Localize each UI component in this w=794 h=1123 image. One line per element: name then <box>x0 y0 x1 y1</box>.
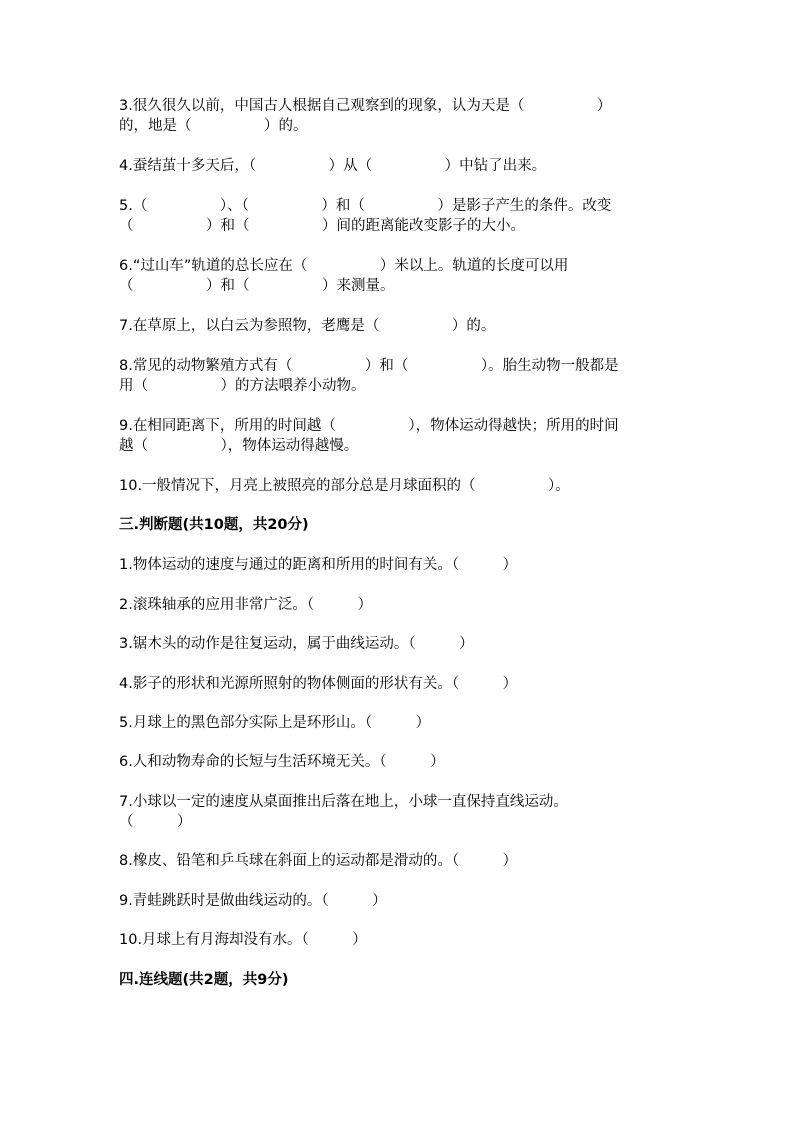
question-4: 4.蚕结茧十多天后，（ ）从（ ）中钻了出来。 <box>119 158 547 174</box>
question-9: 9.在相同距离下，所用的时间越（ ），物体运动得越快；所用的时间 越（ ），物体运动得越慢。 <box>119 418 619 454</box>
judge-question-4: 4.影子的形状和光源所照射的物体侧面的形状有关。（ ） <box>119 676 518 692</box>
judge-question-2: 2.滚珠轴承的应用非常广泛。（ ） <box>119 597 373 613</box>
judge-question-7: 7.小球以一定的速度从桌面推出后落在地上，小球一直保持直线运动。 （ ） <box>119 794 568 830</box>
section-heading-match: 四.连线题(共2题，共9分) <box>119 972 289 988</box>
question-7: 7.在草原上，以白云为参照物，老鹰是（ ）的。 <box>119 318 496 334</box>
question-5: 5.（ ）、（ ）和（ ）是影子产生的条件。改变 （ ）和（ ）间的距离能改变影子的大小。 <box>119 198 612 234</box>
question-8: 8.常见的动物繁殖方式有（ ）和（ ）。胎生动物一般都是 用（ ）的方法喂养小动物。 <box>119 358 619 394</box>
question-10: 10.一般情况下，月亮上被照亮的部分总是月球面积的（ ）。 <box>119 478 570 494</box>
question-6: 6.“过山车”轨道的总长应在（ ）米以上。轨道的长度可以用 （ ）和（ ）来测量。 <box>119 258 569 294</box>
judge-question-5: 5.月球上的黑色部分实际上是环形山。（ ） <box>119 715 431 731</box>
judge-question-1: 1.物体运动的速度与通过的距离和所用的时间有关。（ ） <box>119 557 518 573</box>
judge-question-3: 3.锯木头的动作是往复运动，属于曲线运动。（ ） <box>119 636 474 652</box>
section-heading-judge: 三.判断题(共10题，共20分) <box>119 517 309 533</box>
judge-question-9: 9.青蛙跳跃时是做曲线运动的。（ ） <box>119 893 387 909</box>
judge-question-6: 6.人和动物寿命的长短与生活环境无关。（ ） <box>119 754 445 770</box>
judge-question-10: 10.月球上有月海却没有水。（ ） <box>119 932 367 948</box>
question-3: 3.很久很久以前，中国古人根据自己观察到的现象，认为天是（ ） 的，地是（ ）的。 <box>119 98 612 134</box>
judge-question-8: 8.橡皮、铅笔和乒乓球在斜面上的运动都是滑动的。（ ） <box>119 853 518 869</box>
